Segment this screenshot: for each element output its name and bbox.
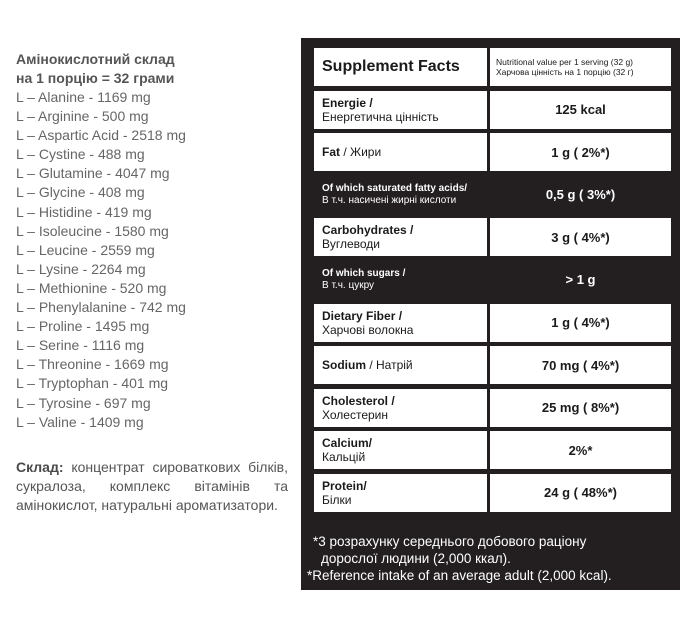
nutrient-value: 3 g ( 4%*) [490,218,671,256]
list-item: L – Isoleucine - 1580 mg [16,222,169,239]
nutrient-name-en: Protein/ [322,478,367,493]
list-item: L – Proline - 1495 mg [16,318,150,335]
list-item: L – Methionine - 520 mg [16,279,167,296]
table-row [314,91,671,129]
serving-line-ua: Харчова цінність на 1 порцію (32 г) [496,67,634,77]
nutrient-name-ua: Кальцій [322,450,366,465]
footnote-ua-line2: дорослої людини (2,000 ккал). [321,551,511,566]
nutrient-label [314,346,487,384]
facts-title: Supplement Facts [314,48,487,86]
footnote [307,533,677,584]
nutrient-name-ua: В т.ч. насичені жирні кислоти [322,194,457,206]
nutrient-value: 1 g ( 4%*) [490,304,671,342]
facts-rows [314,91,671,512]
composition-label: Склад: [16,459,64,475]
list-item: L – Tyrosine - 697 mg [16,394,151,411]
nutrient-name-ua: В т.ч. цукру [322,279,375,291]
table-row [314,218,671,256]
footnote-en: *Reference intake of an average adult (2,000 kcal). [307,568,612,583]
amino-title-line2: на 1 порцію = 32 грами [16,70,175,86]
supplement-facts-panel [301,38,680,590]
list-item: L – Tryptophan - 401 mg [16,375,169,392]
table-row [314,431,671,469]
nutrient-name-en: Dietary Fiber / [322,308,403,323]
nutrient-value: 2%* [490,431,671,469]
nutrient-label [314,304,487,342]
composition-text [16,458,288,515]
nutrient-name-ua: Вуглеводи [322,237,381,252]
list-item: L – Leucine - 2559 mg [16,241,155,258]
table-row [314,133,671,171]
nutrient-name-ua: Енергетична цінність [322,109,439,124]
table-row [314,304,671,342]
nutrient-name-ua: Харчові волокна [322,322,414,337]
list-item: L – Alanine - 1169 mg [16,89,151,105]
nutrient-name-ua: / Жири [340,145,382,160]
amino-title-line1: Амінокислотний склад [16,51,175,67]
supplement-facts-table [314,48,671,517]
list-item: L – Threonine - 1669 mg [16,356,169,373]
list-item: L – Histidine - 419 mg [16,203,152,220]
nutrient-label [314,474,487,512]
facts-header-row [314,48,671,86]
amino-acid-list [16,88,291,432]
nutrient-value: 125 kcal [490,91,671,129]
nutrient-label [314,431,487,469]
composition-body: концентрат сироваткових білків, сукралоза, комплекс вітамінів та амінокислот, натуральні ароматизатори. [16,459,289,513]
nutrient-value: 24 g ( 48%*) [490,474,671,512]
nutrient-name-en: Cholesterol / [322,393,395,408]
nutrient-value: 0,5 g ( 3%*) [490,176,671,214]
list-item: L – Serine - 1116 mg [16,337,145,354]
nutrient-value: 70 mg ( 4%*) [490,346,671,384]
list-item: L – Lysine - 2264 mg [16,260,146,277]
nutrient-label [314,133,487,171]
list-item: L – Valine - 1409 mg [16,413,144,430]
list-item: L – Cystine - 488 mg [16,146,145,163]
list-item: L – Aspartic Acid - 2518 mg [16,127,186,144]
nutrient-name-ua: Білки [322,492,352,507]
nutrient-value: > 1 g [490,261,671,299]
footnote-ua-line1: *3 розрахунку середнього добового раціону [313,534,587,549]
nutrient-name-ua: Холестерин [322,407,388,422]
nutrient-value: 25 mg ( 8%*) [490,389,671,427]
nutrient-label [314,261,487,299]
nutrient-name-en: Carbohydrates / [322,223,414,238]
list-item: L – Glutamine - 4047 mg [16,165,170,182]
amino-acid-section [16,50,291,432]
list-item: L – Glycine - 408 mg [16,184,145,201]
nutrient-label [314,389,487,427]
nutrient-label [314,218,487,256]
table-row [314,261,671,299]
nutrient-name-en: Sodium [322,358,366,373]
table-row [314,346,671,384]
table-row [314,474,671,512]
nutrient-name-ua: / Натрій [366,358,413,373]
nutrient-name-en: Calcium/ [322,436,373,451]
serving-line-en: Nutritional value per 1 serving (32 g) [496,57,634,67]
nutrient-label [314,176,487,214]
nutrient-name-en: Energie / [322,95,373,110]
nutrient-label [314,91,487,129]
nutrient-name-en: Of which saturated fatty acids/ [322,182,468,194]
nutrient-name-en: Of which sugars / [322,267,406,279]
serving-info [490,48,671,86]
table-row [314,176,671,214]
nutrient-value: 1 g ( 2%*) [490,133,671,171]
list-item: L – Arginine - 500 mg [16,108,149,125]
list-item: L – Phenylalanine - 742 mg [16,299,186,316]
nutrient-name-en: Fat [322,145,340,160]
table-row [314,389,671,427]
